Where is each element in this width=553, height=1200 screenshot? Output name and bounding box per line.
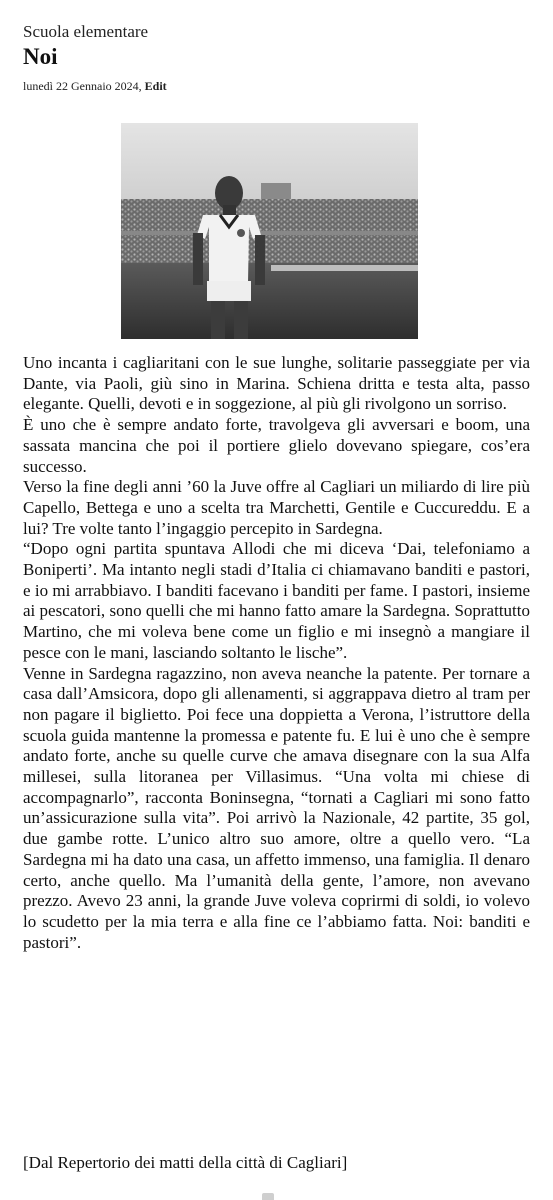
post-title: Noi [23, 44, 58, 69]
category-label: Scuola elementare [23, 22, 149, 41]
article-body [23, 353, 530, 953]
edit-link[interactable]: Edit [144, 79, 167, 93]
post-meta [23, 79, 167, 94]
post-date: lunedì 22 Gennaio 2024 [23, 79, 139, 93]
article-paragraph: Venne in Sardegna ragazzino, non aveva neanche la patente. Per tornare a casa dall’Amsicora, dopo gli allenamenti, si aggrappava dietro al tram per non pagare il biglietto. Poi fece una doppietta a Verona, l’istruttore della scuola guida mantenne la promessa e patente fu. E lui è uno che è sempre andato forte, anche su quelle curve che amava disegnare con la sua Alfa millesei, sulla litoranea per Villasimus. “Una volta mi chiese di accompagnarlo”, racconta Boninsegna, “tornati a Cagliari mi sono fatto un’assicurazione sulla vita”. Poi arrivò la Nazionale, 42 partite, 35 gol, due gambe rotte. L’unico altro suo amore, oltre a quello vero. “La Sardegna mi ha dato una casa, un affetto immenso, una famiglia. Il denaro certo, anche quello. Ma l’umanità della gente, l’amore, non avevano prezzo. Avevo 23 anni, la grande Juve voleva coprirmi di soldi, io volevo lo scudetto per la mia terra e alla fine ce l’abbiamo fatta. Noi: banditi e pastori”. [23, 663, 530, 952]
article-paragraph: Verso la fine degli anni ’60 la Juve offre al Cagliari un miliardo di lire più Capello, Bettega e uno a scelta tra Marchetti, Gentile e Cuccureddu. E a lui? Tre volte tanto l’ingaggio percepito in Sardegna. [23, 477, 530, 538]
article-paragraph: È uno che è sempre andato forte, travolgeva gli avversari e boom, una sassata mancina che poi il portiere glielo dovevano spiegare, cos’era successo. [23, 415, 530, 476]
share-icon[interactable] [262, 1193, 274, 1200]
source-note: [Dal Repertorio dei matti della città di Cagliari] [23, 1153, 348, 1172]
post-photo [121, 123, 418, 339]
article-paragraph: Uno incanta i cagliaritani con le sue lunghe, solitarie passeggiate per via Dante, via Paoli, giù sino in Marina. Schiena dritta e testa alta, passo elegante. Quelli, devoti e in soggezione, al più gli rivolgono un sorriso. [23, 353, 530, 414]
meta-separator: , [138, 79, 145, 93]
photo-illustration [121, 123, 418, 339]
article-paragraph: “Dopo ogni partita spuntava Allodi che mi diceva ‘Dai, telefoniamo a Boniperti’. Ma intanto negli stadi d’Italia ci chiamavano banditi e pastori, e io mi arrabbiavo. I banditi facevano i banditi per fame. I pastori, insieme ai pescatori, sono quelli che mi hanno fatto amare la Sardegna. Soprattutto Martino, che mi voleva bene come un figlio e mi insegnò a mangiare il pesce con le mani, lasciando soltanto le lische”. [23, 539, 530, 662]
